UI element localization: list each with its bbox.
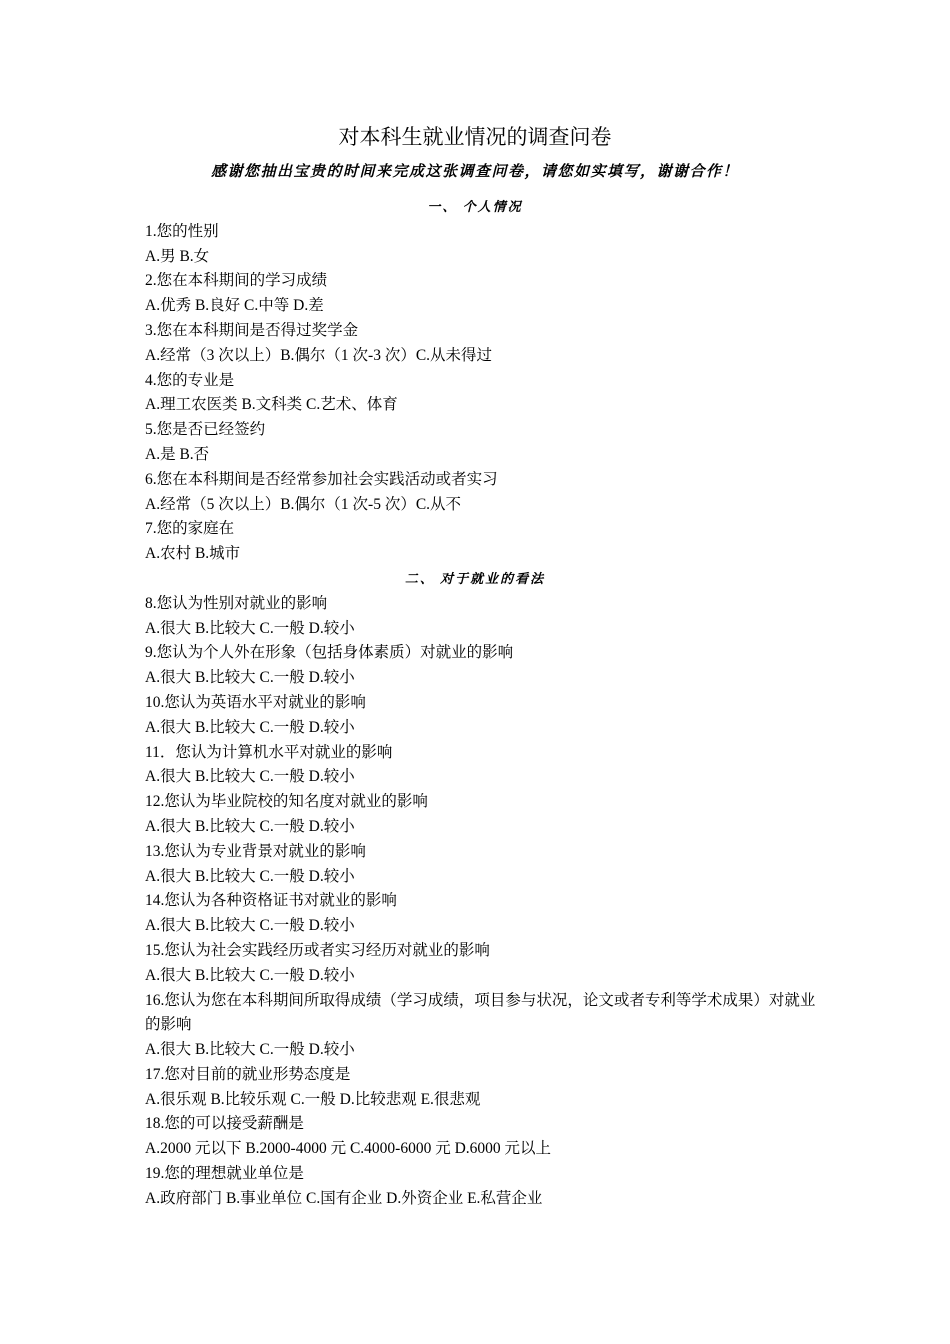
question-text: 4.您的专业是 <box>145 371 235 389</box>
question-text: 1.您的性别 <box>145 222 219 240</box>
question-text: 19.您的理想就业单位是 <box>145 1165 304 1183</box>
question-text: 2.您在本科期间的学习成绩 <box>145 272 328 290</box>
answer-options: A.经常（3 次以上）B.偶尔（1 次-3 次）C.从未得过 <box>145 346 493 364</box>
answer-options: A.很大 B.比较大 C.一般 D.较小 <box>145 817 355 835</box>
answer-options: A.男 B.女 <box>145 247 210 265</box>
question-text: 8.您认为性别对就业的影响 <box>145 594 328 612</box>
answer-options: A.很大 B.比较大 C.一般 D.较小 <box>145 669 355 687</box>
answer-options: A.很大 B.比较大 C.一般 D.较小 <box>145 917 355 935</box>
answer-options: A.政府部门 B.事业单位 C.国有企业 D.外资企业 E.私营企业 <box>145 1189 543 1207</box>
question-text: 11．您认为计算机水平对就业的影响 <box>145 743 393 761</box>
answer-options: A.很大 B.比较大 C.一般 D.较小 <box>145 966 355 984</box>
question-text: 10.您认为英语水平对就业的影响 <box>145 693 366 711</box>
answer-options: A.很大 B.比较大 C.一般 D.较小 <box>145 619 355 637</box>
question-text: 6.您在本科期间是否经常参加社会实践活动或者实习 <box>145 470 498 488</box>
question-text: 18.您的可以接受薪酬是 <box>145 1115 304 1133</box>
answer-options: A.2000 元以下 B.2000-4000 元 C.4000-6000 元 D.6000 元以上 <box>145 1140 552 1158</box>
questionnaire-body <box>145 195 825 1212</box>
answer-options: A.是 B.否 <box>145 445 210 463</box>
question-text: 9.您认为个人外在形象（包括身体素质）对就业的影响 <box>145 644 514 662</box>
section-heading-personal: 一、 个人情况 <box>427 199 523 214</box>
answer-options: A.很大 B.比较大 C.一般 D.较小 <box>145 768 355 786</box>
question-text: 3.您在本科期间是否得过奖学金 <box>145 321 359 339</box>
question-text: 16.您认为您在本科期间所取得成绩（学习成绩，项目参与状况，论文或者专利等学术成果）对就业的影响 <box>145 991 816 1034</box>
question-text: 13.您认为专业背景对就业的影响 <box>145 842 366 860</box>
answer-options: A.农村 B.城市 <box>145 545 241 563</box>
question-text: 17.您对目前的就业形势态度是 <box>145 1065 351 1083</box>
answer-options: A.很大 B.比较大 C.一般 D.较小 <box>145 1041 355 1059</box>
answer-options: A.理工农医类 B.文科类 C.艺术、体育 <box>145 396 398 414</box>
answer-options: A.很乐观 B.比较乐观 C.一般 D.比较悲观 E.很悲观 <box>145 1090 481 1108</box>
question-text: 5.您是否已经签约 <box>145 421 266 439</box>
answer-options: A.经常（5 次以上）B.偶尔（1 次-5 次）C.从不 <box>145 495 462 513</box>
question-text: 7.您的家庭在 <box>145 520 235 538</box>
question-text: 14.您认为各种资格证书对就业的影响 <box>145 892 397 910</box>
answer-options: A.很大 B.比较大 C.一般 D.较小 <box>145 867 355 885</box>
answer-options: A.很大 B.比较大 C.一般 D.较小 <box>145 718 355 736</box>
question-text: 12.您认为毕业院校的知名度对就业的影响 <box>145 793 428 811</box>
answer-options: A.优秀 B.良好 C.中等 D.差 <box>145 297 324 315</box>
section-heading-employment-views: 二、 对于就业的看法 <box>404 570 546 586</box>
page-title: 对本科生就业情况的调查问卷 <box>338 125 612 149</box>
question-text: 15.您认为社会实践经历或者实习经历对就业的影响 <box>145 941 490 959</box>
intro-text: 感谢您抽出宝贵的时间来完成这张调查问卷，请您如实填写，谢谢合作！ <box>210 164 739 180</box>
